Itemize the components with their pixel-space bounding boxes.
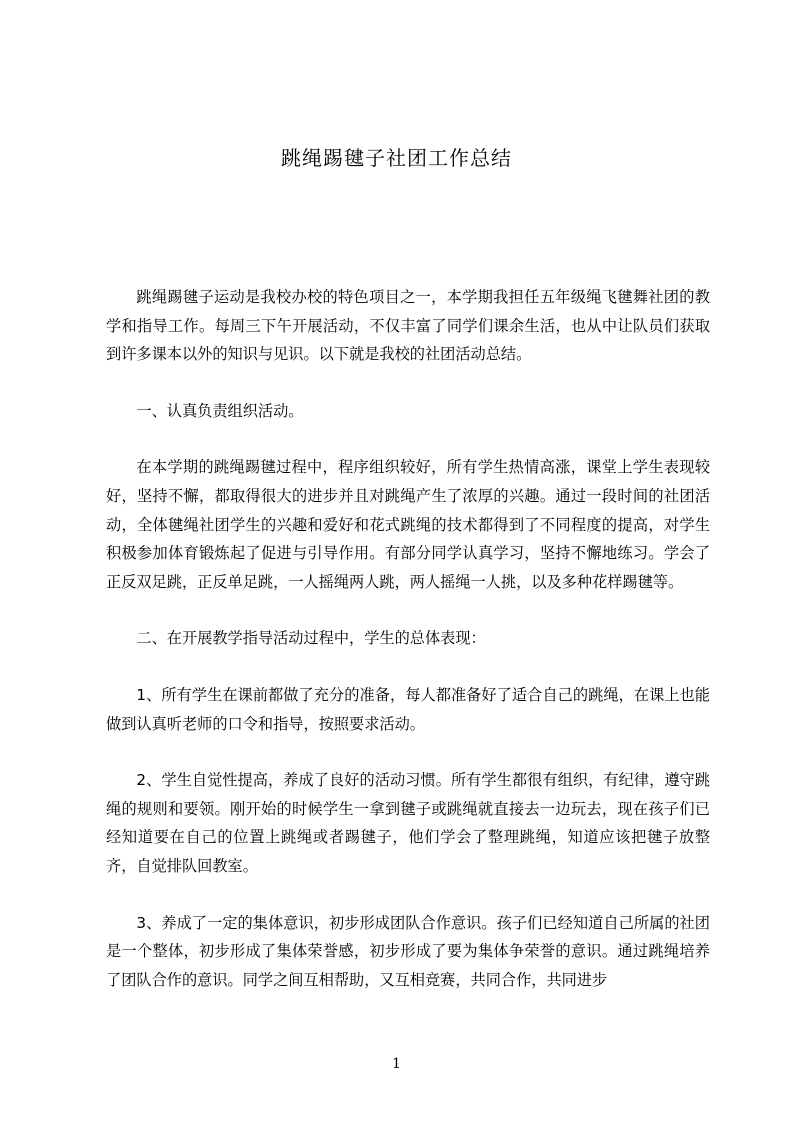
- paragraph-spacer: [106, 738, 710, 766]
- paragraph-spacer: [106, 425, 710, 453]
- section-heading-2: 二、在开展教学指导活动过程中，学生的总体表现：: [136, 629, 486, 648]
- section-heading-1: 一、认真负责组织活动。: [136, 401, 304, 420]
- paragraph-spacer: [106, 596, 710, 624]
- document-title: 跳绳踢毽子社团工作总结: [281, 146, 512, 170]
- document-body: [106, 283, 710, 994]
- point-2-paragraph: 2、学生自觉性提高，养成了良好的活动习惯。所有学生都很有组织，有纪律，遵守跳绳的规则和要领。刚开始的时候学生一拿到毽子或跳绳就直接去一边玩去，现在孩子们已经知道要在自己的位置上跳绳或者踢毽子，他们学会了整理跳绳，知道应该把毽子放整齐，自觉排队回教室。: [106, 771, 710, 875]
- paragraph-spacer: [106, 369, 710, 397]
- section-1-paragraph: 在本学期的跳绳踢毽过程中，程序组织较好，所有学生热情高涨，课堂上学生表现较好，坚持不懈，都取得很大的进步并且对跳绳产生了浓厚的兴趣。通过一段时间的社团活动，全体毽绳社团学生的兴趣和爱好和花式跳绳的技术都得到了不同程度的提高，对学生积极参加体育锻炼起了促进与引导作用。有部分同学认真学习，坚持不懈地练习。学会了正反双足跳，正反单足跳，一人摇绳两人跳，两人摇绳一人挑，以及多种花样踢毽等。: [106, 458, 710, 591]
- intro-paragraph: 跳绳踢毽子运动是我校办校的特色项目之一，本学期我担任五年级绳飞毽舞社团的教学和指导工作。每周三下午开展活动，不仅丰富了同学们课余生活，也从中让队员们获取到许多课本以外的知识与见识。以下就是我校的社团活动总结。: [106, 288, 710, 364]
- page-number: 1: [392, 1056, 401, 1072]
- point-3-paragraph: 3、养成了一定的集体意识，初步形成团队合作意识。孩子们已经知道自己所属的社团是一个整体，初步形成了集体荣誉感，初步形成了要为集体争荣誉的意识。通过跳绳培养了团队合作的意识。同学之间互相帮助，又互相竞赛，共同合作，共同进步: [106, 913, 710, 989]
- paragraph-spacer: [106, 881, 710, 909]
- paragraph-spacer: [106, 653, 710, 681]
- point-1-paragraph: 1、所有学生在课前都做了充分的准备，每人都准备好了适合自己的跳绳，在课上也能做到认真听老师的口令和指导，按照要求活动。: [106, 685, 710, 733]
